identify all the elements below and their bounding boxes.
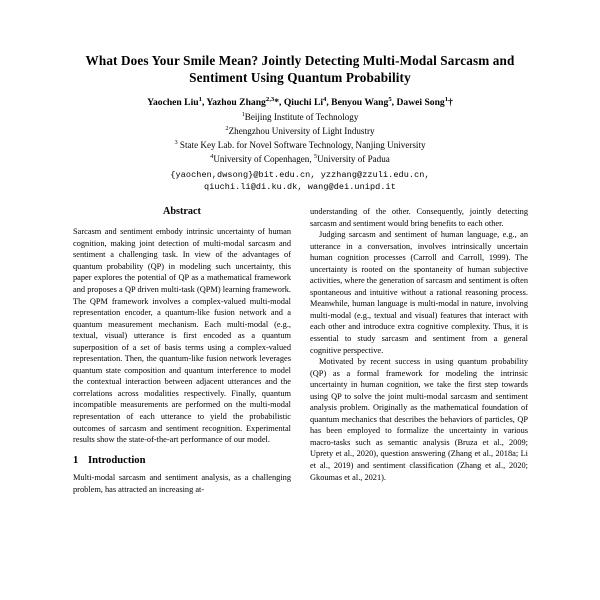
email-line-2: qiuchi.li@di.ku.dk, wang@dei.unipd.it [204,182,396,193]
right-paragraph-1: understanding of the other. Consequently, jointly detecting sarcasm and sentiment would bring benefits to each other. [310,207,528,228]
page-title [72,52,528,86]
right-paragraph-2: Judging sarcasm and sentiment of human language, e.g., an utterance in a conversation, involves intrinsically uncertain human cognition processes (Carroll and Carroll, 1999). The uncertainty is rooted on the spontaneity of human subjective activities, where the generation of sarcasm and sentiment is often spontaneous and intuitive without a rational reasoning process. Meanwhile, human language is multi-modal in nature, involving multi-modal (e.g., textual and visual) features that interact with each other and introduce extra cognitive complexity. Thus, it is essential to study sarcasm and sentiment from a general cognitive perspective. [310,230,528,355]
title-block [72,0,528,194]
affiliation-4: $^4$University of Copenhagen, $^5$University of Padua [210,152,390,164]
section-heading-introduction [73,455,291,468]
author-list: Yaochen Liu$^1$, Yazhou Zhang$^{2,3}$*, Qiuchi Li$^4$, Benyou Wang$^5$, Dawei Song$^1$† [147,96,453,109]
affiliation-2: $^2$Zhengzhou University of Light Industry [225,125,375,137]
affiliation-3: $^3$ State Key Lab. for Novel Software Technology, Nanjing University [174,139,426,151]
abstract-heading: Abstract [163,206,201,217]
body-columns [73,206,528,600]
paper-title-line-1: What Does Your Smile Mean? Jointly Detecting Multi-Modal Sarcasm and [85,53,515,68]
abstract-text: Sarcasm and sentiment embody intrinsic uncertainty of human cognition, making joint detection of multi-modal sarcasm and sentiment a challenging task. In view of the advantages of quantum probability (QP) in modeling such uncertainty, this paper explores the potential of QP as a mathematical framework and proposes a QP driven multi-task (QPM) learning framework. The QPM framework involves a complex-valued multi-modal representation encoder, a quantum-like fusion network and a quantum measurement mechanism. Each multi-modal (e.g., textual, visual) utterance is first encoded as a quantum superposition of a set of basis terms using a complex-valued representation. Then, the quantum-like fusion network leverages quantum state composition and quantum interference to model the contextual interaction between adjacent utterances and the correlations across modalities respectively. Finally, quantum incompatible measurements are performed on the multi-modal representation of each utterance to yield the probabilistic outcomes of sarcasm and sentiment recognition. Experimental results show the state-of-the-art performance of our model. [73,227,291,445]
introduction-paragraph: Multi-modal sarcasm and sentiment analysis, as a challenging problem, has attracted an increasing at- [73,473,291,494]
section-title: Introduction [88,454,146,466]
paper-title-line-2: Sentiment Using Quantum Probability [189,70,411,86]
left-column [73,206,291,600]
author-emails [72,169,528,194]
email-line-1: {yaochen,dwsong}@bit.edu.cn, yzzhang@zzuli.edu.cn, [170,169,430,180]
section-number: 1 [73,454,79,466]
right-column [310,206,528,600]
affiliation-1: $^1$Beijing Institute of Technology [241,111,359,123]
right-paragraph-3: Motivated by recent success in using quantum probability (QP) as a formal framework for modeling the intrinsic uncertainty in human cognition, we take the first step towards using QP to solve the joint multi-modal sarcasm and sentiment analysis problem. Originally as the mathematical foundation of quantum mechanics that describes the behaviors of particles, QP has been employed to formalize the uncertainty in various macro-tasks such as semantic analysis (Bruza et al., 2009; Uprety et al., 2020), question answering (Zhang et al., 2018a; Li et al., 2019) and sentiment classification (Zhang et al., 2020; Gkoumas et al., 2021). [310,357,528,482]
